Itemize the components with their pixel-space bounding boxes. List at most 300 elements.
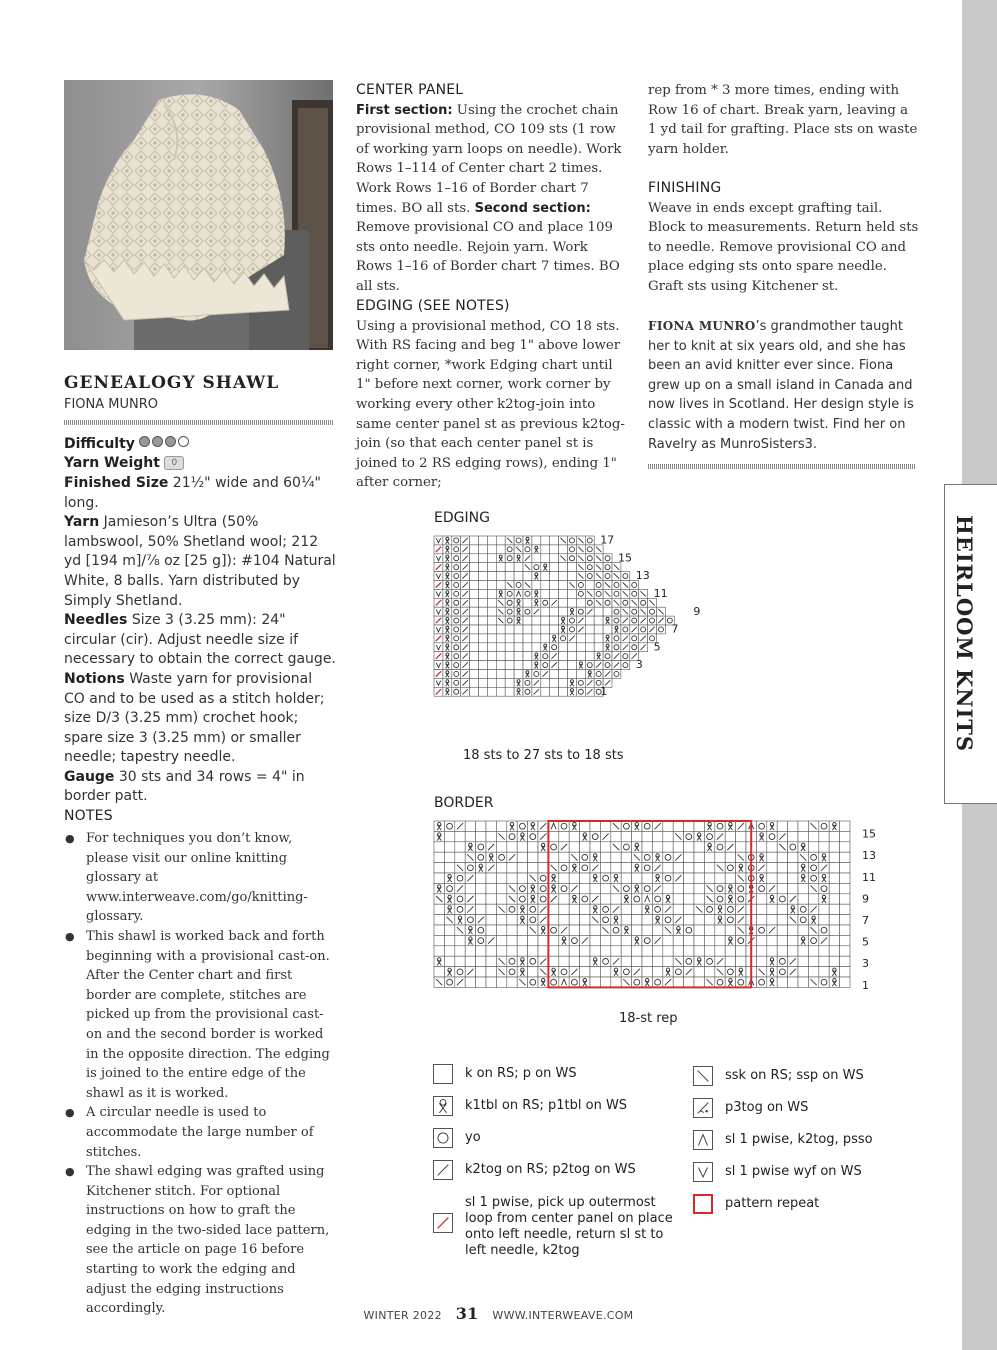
chart-cell: [559, 821, 569, 831]
chart-cell: [621, 904, 631, 914]
chart-cell: [470, 536, 479, 545]
chart-cell: [559, 581, 568, 590]
chart-cell: [704, 863, 714, 873]
chart-cell: [612, 607, 621, 616]
chart-cell: [611, 925, 621, 935]
chart-cell: [541, 554, 550, 563]
chart-cell: [580, 883, 590, 893]
chart-cell: [840, 904, 850, 914]
chart-cell: [452, 607, 461, 616]
chart-cell: [532, 563, 541, 572]
chart-cell: [452, 616, 461, 625]
chart-cell: [621, 842, 631, 852]
bio-name: FIONA MUNRO: [648, 319, 756, 333]
chart-cell: [455, 873, 465, 883]
chart-cell: [652, 946, 662, 956]
finishing-heading: FINISHING: [648, 180, 722, 196]
yarn-row: [64, 513, 336, 611]
chart-cell: [532, 554, 541, 563]
chart-cell: [465, 956, 475, 966]
chart-cell: [559, 967, 569, 977]
chart-cell: [517, 852, 527, 862]
chart-cell: [496, 536, 505, 545]
chart-cell: [621, 935, 631, 945]
chart-cell: [590, 842, 600, 852]
chart-cell: [725, 946, 735, 956]
legend-item: [433, 1130, 678, 1148]
chart-cell: [621, 831, 631, 841]
chart-cell: [642, 863, 652, 873]
chart-cell: [514, 625, 523, 634]
chart-cell: [505, 563, 514, 572]
chart-cell: [541, 652, 550, 661]
chart-cell: [496, 678, 505, 687]
chart-cell: [642, 925, 652, 935]
chart-cell: [798, 894, 808, 904]
chart-cell: [673, 967, 683, 977]
chart-cell: [580, 946, 590, 956]
chart-cell: [767, 935, 777, 945]
difficulty-dot: [139, 436, 150, 447]
chart-cell: [603, 554, 612, 563]
chart-cell: [517, 946, 527, 956]
chart-cell: [684, 821, 694, 831]
chart-cell: [532, 616, 541, 625]
chart-cell: [819, 977, 829, 987]
chart-cell: [673, 977, 683, 987]
chart-cell: [725, 873, 735, 883]
chart-cell: [568, 616, 577, 625]
chart-cell: [621, 915, 631, 925]
chart-cell: [663, 831, 673, 841]
chart-cell: [840, 915, 850, 925]
chart-cell: [550, 536, 559, 545]
chart-cell: [576, 678, 585, 687]
chart-cell: [479, 616, 488, 625]
legend-item: [693, 1132, 883, 1150]
chart-cell: [611, 831, 621, 841]
chart-cell: [829, 904, 839, 914]
chart-cell: [829, 831, 839, 841]
chart-cell: [514, 634, 523, 643]
chart-cell: [576, 607, 585, 616]
chart-cell: [580, 956, 590, 966]
chart-cell: [523, 545, 532, 554]
chart-cell: [725, 831, 735, 841]
chart-cell: [517, 842, 527, 852]
chart-cell: [479, 581, 488, 590]
chart-cell: [580, 873, 590, 883]
chart-cell: [465, 946, 475, 956]
chart-cell: [600, 883, 610, 893]
chart-cell: [777, 946, 787, 956]
chart-cell: [538, 894, 548, 904]
chart-cell: [756, 956, 766, 966]
chart-cell: [476, 873, 486, 883]
chart-cell: [767, 946, 777, 956]
chart-cell: [559, 831, 569, 841]
chart-cell: [576, 581, 585, 590]
chart-cell: [486, 873, 496, 883]
chart-cell: [808, 967, 818, 977]
chart-cell: [528, 904, 538, 914]
chart-cell: [496, 572, 505, 581]
difficulty-row: [64, 434, 336, 454]
finishing-block: [648, 179, 920, 297]
chart-cell: [476, 883, 486, 893]
chart-cell: [523, 661, 532, 670]
chart-cell: [725, 904, 735, 914]
chart-cell: [600, 915, 610, 925]
chart-cell: [736, 946, 746, 956]
chart-cell: [452, 563, 461, 572]
chart-cell: [507, 977, 517, 987]
chart-cell: [538, 935, 548, 945]
p3tog-icon: [693, 1098, 713, 1118]
chart-cell: [829, 894, 839, 904]
chart-cell: [684, 935, 694, 945]
chart-cell: [523, 652, 532, 661]
chart-cell: [642, 915, 652, 925]
chart-cell: [550, 643, 559, 652]
chart-cell: [694, 967, 704, 977]
chart-cell: [470, 634, 479, 643]
chart-cell: [517, 935, 527, 945]
chart-cell: [600, 863, 610, 873]
chart-cell: [621, 821, 631, 831]
chart-cell: [777, 883, 787, 893]
chart-cell: [715, 821, 725, 831]
chart-cell: [684, 915, 694, 925]
chart-cell: [819, 946, 829, 956]
row-number: 11: [862, 870, 876, 884]
chart-cell: [486, 831, 496, 841]
chart-cell: [829, 883, 839, 893]
chart-cell: [673, 904, 683, 914]
chart-cell: [590, 967, 600, 977]
footer-season: WINTER 2022: [363, 1309, 442, 1322]
chart-cell: [517, 821, 527, 831]
chart-cell: [756, 946, 766, 956]
chart-cell: [788, 842, 798, 852]
chart-cell: [479, 625, 488, 634]
chart-cell: [496, 687, 505, 696]
chart-cell: [444, 956, 454, 966]
chart-cell: [505, 634, 514, 643]
chart-cell: [600, 842, 610, 852]
chart-cell: [538, 852, 548, 862]
chart-cell: [684, 977, 694, 987]
chart-cell: [840, 831, 850, 841]
chart-cell: [476, 977, 486, 987]
chart-cell: [487, 661, 496, 670]
chart-cell: [694, 946, 704, 956]
chart-cell: [514, 670, 523, 679]
chart-cell: [704, 852, 714, 862]
chart-cell: [507, 842, 517, 852]
chart-cell: [725, 967, 735, 977]
chart-cell: [514, 661, 523, 670]
chart-cell: [496, 661, 505, 670]
chart-cell: [798, 946, 808, 956]
chart-cell: [548, 842, 558, 852]
chart-cell: [523, 598, 532, 607]
chart-cell: [642, 842, 652, 852]
edging-text-continued: rep from * 3 more times, ending with Row 16 of chart. Break yarn, leaving a 1 yd tail for grafting. Place sts on waste yarn holder.: [648, 83, 918, 157]
chart-cell: [694, 842, 704, 852]
chart-cell: [576, 598, 585, 607]
chart-cell: [452, 581, 461, 590]
chart-cell: [505, 545, 514, 554]
chart-cell: [568, 598, 577, 607]
chart-cell: [496, 634, 505, 643]
chart-cell: [568, 545, 577, 554]
chart-cell: [777, 967, 787, 977]
chart-cell: [576, 643, 585, 652]
chart-cell: [798, 915, 808, 925]
chart-cell: [550, 572, 559, 581]
chart-cell: [505, 670, 514, 679]
chart-cell: [611, 894, 621, 904]
legend-text: sl 1 pwise, k2tog, psso: [725, 1132, 873, 1147]
legend-text: sl 1 pwise, pick up outermost loop from center panel on place onto left needle, return sl st to left needle, k2tog: [465, 1195, 673, 1258]
chart-cell: [767, 873, 777, 883]
chart-cell: [642, 946, 652, 956]
chart-cell: [819, 821, 829, 831]
chart-cell: [694, 977, 704, 987]
chart-cell: [476, 967, 486, 977]
chart-cell: [505, 652, 514, 661]
chart-cell: [470, 643, 479, 652]
chart-cell: [455, 894, 465, 904]
chart-cell: [673, 894, 683, 904]
chart-cell: [532, 670, 541, 679]
chart-cell: [576, 652, 585, 661]
chart-cell: [652, 894, 662, 904]
chart-cell: [479, 607, 488, 616]
specs-block: [64, 434, 336, 807]
chart-cell: [569, 831, 579, 841]
chart-cell: [559, 598, 568, 607]
chart-cell: [580, 915, 590, 925]
chart-cell: [603, 625, 612, 634]
chart-cell: [684, 873, 694, 883]
legend-item: [693, 1100, 883, 1118]
chart-cell: [652, 842, 662, 852]
chart-cell: [559, 572, 568, 581]
chart-cell: [663, 873, 673, 883]
chart-cell: [486, 925, 496, 935]
chart-cell: [829, 935, 839, 945]
chart-cell: [465, 883, 475, 893]
chart-cell: [808, 956, 818, 966]
chart-cell: [487, 670, 496, 679]
chart-cell: [788, 863, 798, 873]
chart-cell: [684, 904, 694, 914]
chart-cell: [528, 977, 538, 987]
chart-cell: [630, 616, 639, 625]
chart-cell: [528, 863, 538, 873]
row-number: 13: [635, 569, 650, 583]
chart-cell: [550, 670, 559, 679]
chart-cell: [470, 554, 479, 563]
chart-cell: [603, 598, 612, 607]
chart-cell: [663, 821, 673, 831]
chart-cell: [507, 956, 517, 966]
chart-cell: [621, 956, 631, 966]
chart-cell: [479, 589, 488, 598]
chart-cell: [756, 842, 766, 852]
chart-cell: [528, 915, 538, 925]
chart-cell: [600, 904, 610, 914]
chart-cell: [496, 935, 506, 945]
chart-cell: [600, 946, 610, 956]
gauge-row: [64, 768, 336, 807]
chart-cell: [611, 852, 621, 862]
page-footer: [0, 1304, 997, 1323]
chart-cell: [487, 572, 496, 581]
chart-cell: [496, 883, 506, 893]
chart-cell: [819, 967, 829, 977]
chart-cell: [648, 616, 657, 625]
chart-cell: [704, 925, 714, 935]
chart-cell: [569, 904, 579, 914]
legend-text: sl 1 pwise wyf on WS: [725, 1164, 862, 1179]
chart-cell: [532, 581, 541, 590]
chart-cell: [694, 894, 704, 904]
pattern-author: FIONA MUNRO: [64, 397, 159, 412]
row-number: 5: [862, 935, 869, 949]
finishing-text: Weave in ends except grafting tail. Block to measurements. Return held sts to needle. Remove provisional CO and place edging sts onto spare needle. Graft sts using Kitchener st.: [648, 200, 919, 294]
chart-cell: [532, 643, 541, 652]
chart-cell: [612, 581, 621, 590]
repeat-icon: [693, 1194, 713, 1214]
chart-cell: [767, 842, 777, 852]
chart-cell: [476, 925, 486, 935]
chart-cell: [725, 852, 735, 862]
chart-cell: [550, 616, 559, 625]
row-number: 15: [862, 827, 876, 841]
chart-cell: [684, 883, 694, 893]
chart-cell: [541, 589, 550, 598]
chart-cell: [673, 821, 683, 831]
chart-cell: [798, 925, 808, 935]
chart-cell: [819, 904, 829, 914]
chart-cell: [568, 643, 577, 652]
chart-cell: [612, 616, 621, 625]
note-item: ● A circular needle is used to accommodate the large number of stitches.: [64, 1103, 336, 1162]
chart-cell: [550, 545, 559, 554]
chart-cell: [594, 607, 603, 616]
chart-cell: [580, 925, 590, 935]
chart-cell: [630, 634, 639, 643]
row-number: 7: [862, 914, 869, 928]
row-number: 9: [862, 892, 869, 906]
designer-bio: [648, 317, 920, 454]
chart-cell: [652, 967, 662, 977]
chart-cell: [496, 821, 506, 831]
chart-cell: [808, 852, 818, 862]
chart-cell: [548, 946, 558, 956]
chart-cell: [523, 678, 532, 687]
chart-cell: [684, 863, 694, 873]
chart-cell: [514, 581, 523, 590]
chart-cell: [663, 915, 673, 925]
chart-cell: [594, 581, 603, 590]
chart-cell: [517, 894, 527, 904]
chart-cell: [559, 607, 568, 616]
chart-cell: [559, 589, 568, 598]
chart-cell: [663, 946, 673, 956]
chart-cell: [611, 977, 621, 987]
chart-cell: [694, 883, 704, 893]
chart-cell: [642, 852, 652, 862]
legend-item: [433, 1098, 678, 1116]
center-panel-block: [356, 81, 628, 297]
chart-cell: [694, 915, 704, 925]
chart-cell: [788, 925, 798, 935]
chart-cell: [569, 873, 579, 883]
chart-cell: [541, 581, 550, 590]
chart-cell: [840, 852, 850, 862]
chart-cell: [486, 977, 496, 987]
chart-cell: [642, 935, 652, 945]
chart-cell: [621, 863, 631, 873]
chart-cell: [444, 935, 454, 945]
chart-cell: [642, 967, 652, 977]
chart-cell: [548, 956, 558, 966]
chart-cell: [594, 670, 603, 679]
chart-cell: [517, 925, 527, 935]
chart-cell: [798, 831, 808, 841]
chart-cell: [476, 842, 486, 852]
chart-cell: [505, 589, 514, 598]
chart-cell: [455, 904, 465, 914]
chart-cell: [590, 946, 600, 956]
legend-text: ssk on RS; ssp on WS: [725, 1068, 864, 1083]
chart-cell: [788, 831, 798, 841]
section-tab-label: HEIRLOOM KNITS: [952, 515, 977, 753]
chart-cell: [725, 863, 735, 873]
chart-cell: [788, 935, 798, 945]
chart-cell: [548, 935, 558, 945]
chart-cell: [528, 946, 538, 956]
chart-cell: [505, 616, 514, 625]
chart-cell: [496, 915, 506, 925]
edging-chart-caption: 18 sts to 27 sts to 18 sts: [463, 748, 624, 763]
chart-cell: [704, 935, 714, 945]
chart-cell: [704, 915, 714, 925]
chart-cell: [486, 883, 496, 893]
chart-cell: [514, 643, 523, 652]
chart-cell: [487, 563, 496, 572]
chart-cell: [585, 661, 594, 670]
chart-cell: [486, 967, 496, 977]
chart-cell: [694, 925, 704, 935]
chart-cell: [590, 977, 600, 987]
chart-cell: [632, 873, 642, 883]
chart-cell: [528, 967, 538, 977]
k-icon: [433, 1064, 453, 1084]
chart-cell: [621, 946, 631, 956]
chart-cell: [541, 572, 550, 581]
chart-cell: [486, 904, 496, 914]
note-item: ● The shawl edging was grafted using Kitchener stitch. For optional instructions on how to graft the edging in the two-sided lace pattern, see the article on page 16 before starting to work the edging and adjust the edging instructions accordingly.: [64, 1162, 336, 1319]
chart-cell: [788, 852, 798, 862]
chart-cell: [585, 616, 594, 625]
chart-cell: [470, 678, 479, 687]
chart-cell: [652, 956, 662, 966]
